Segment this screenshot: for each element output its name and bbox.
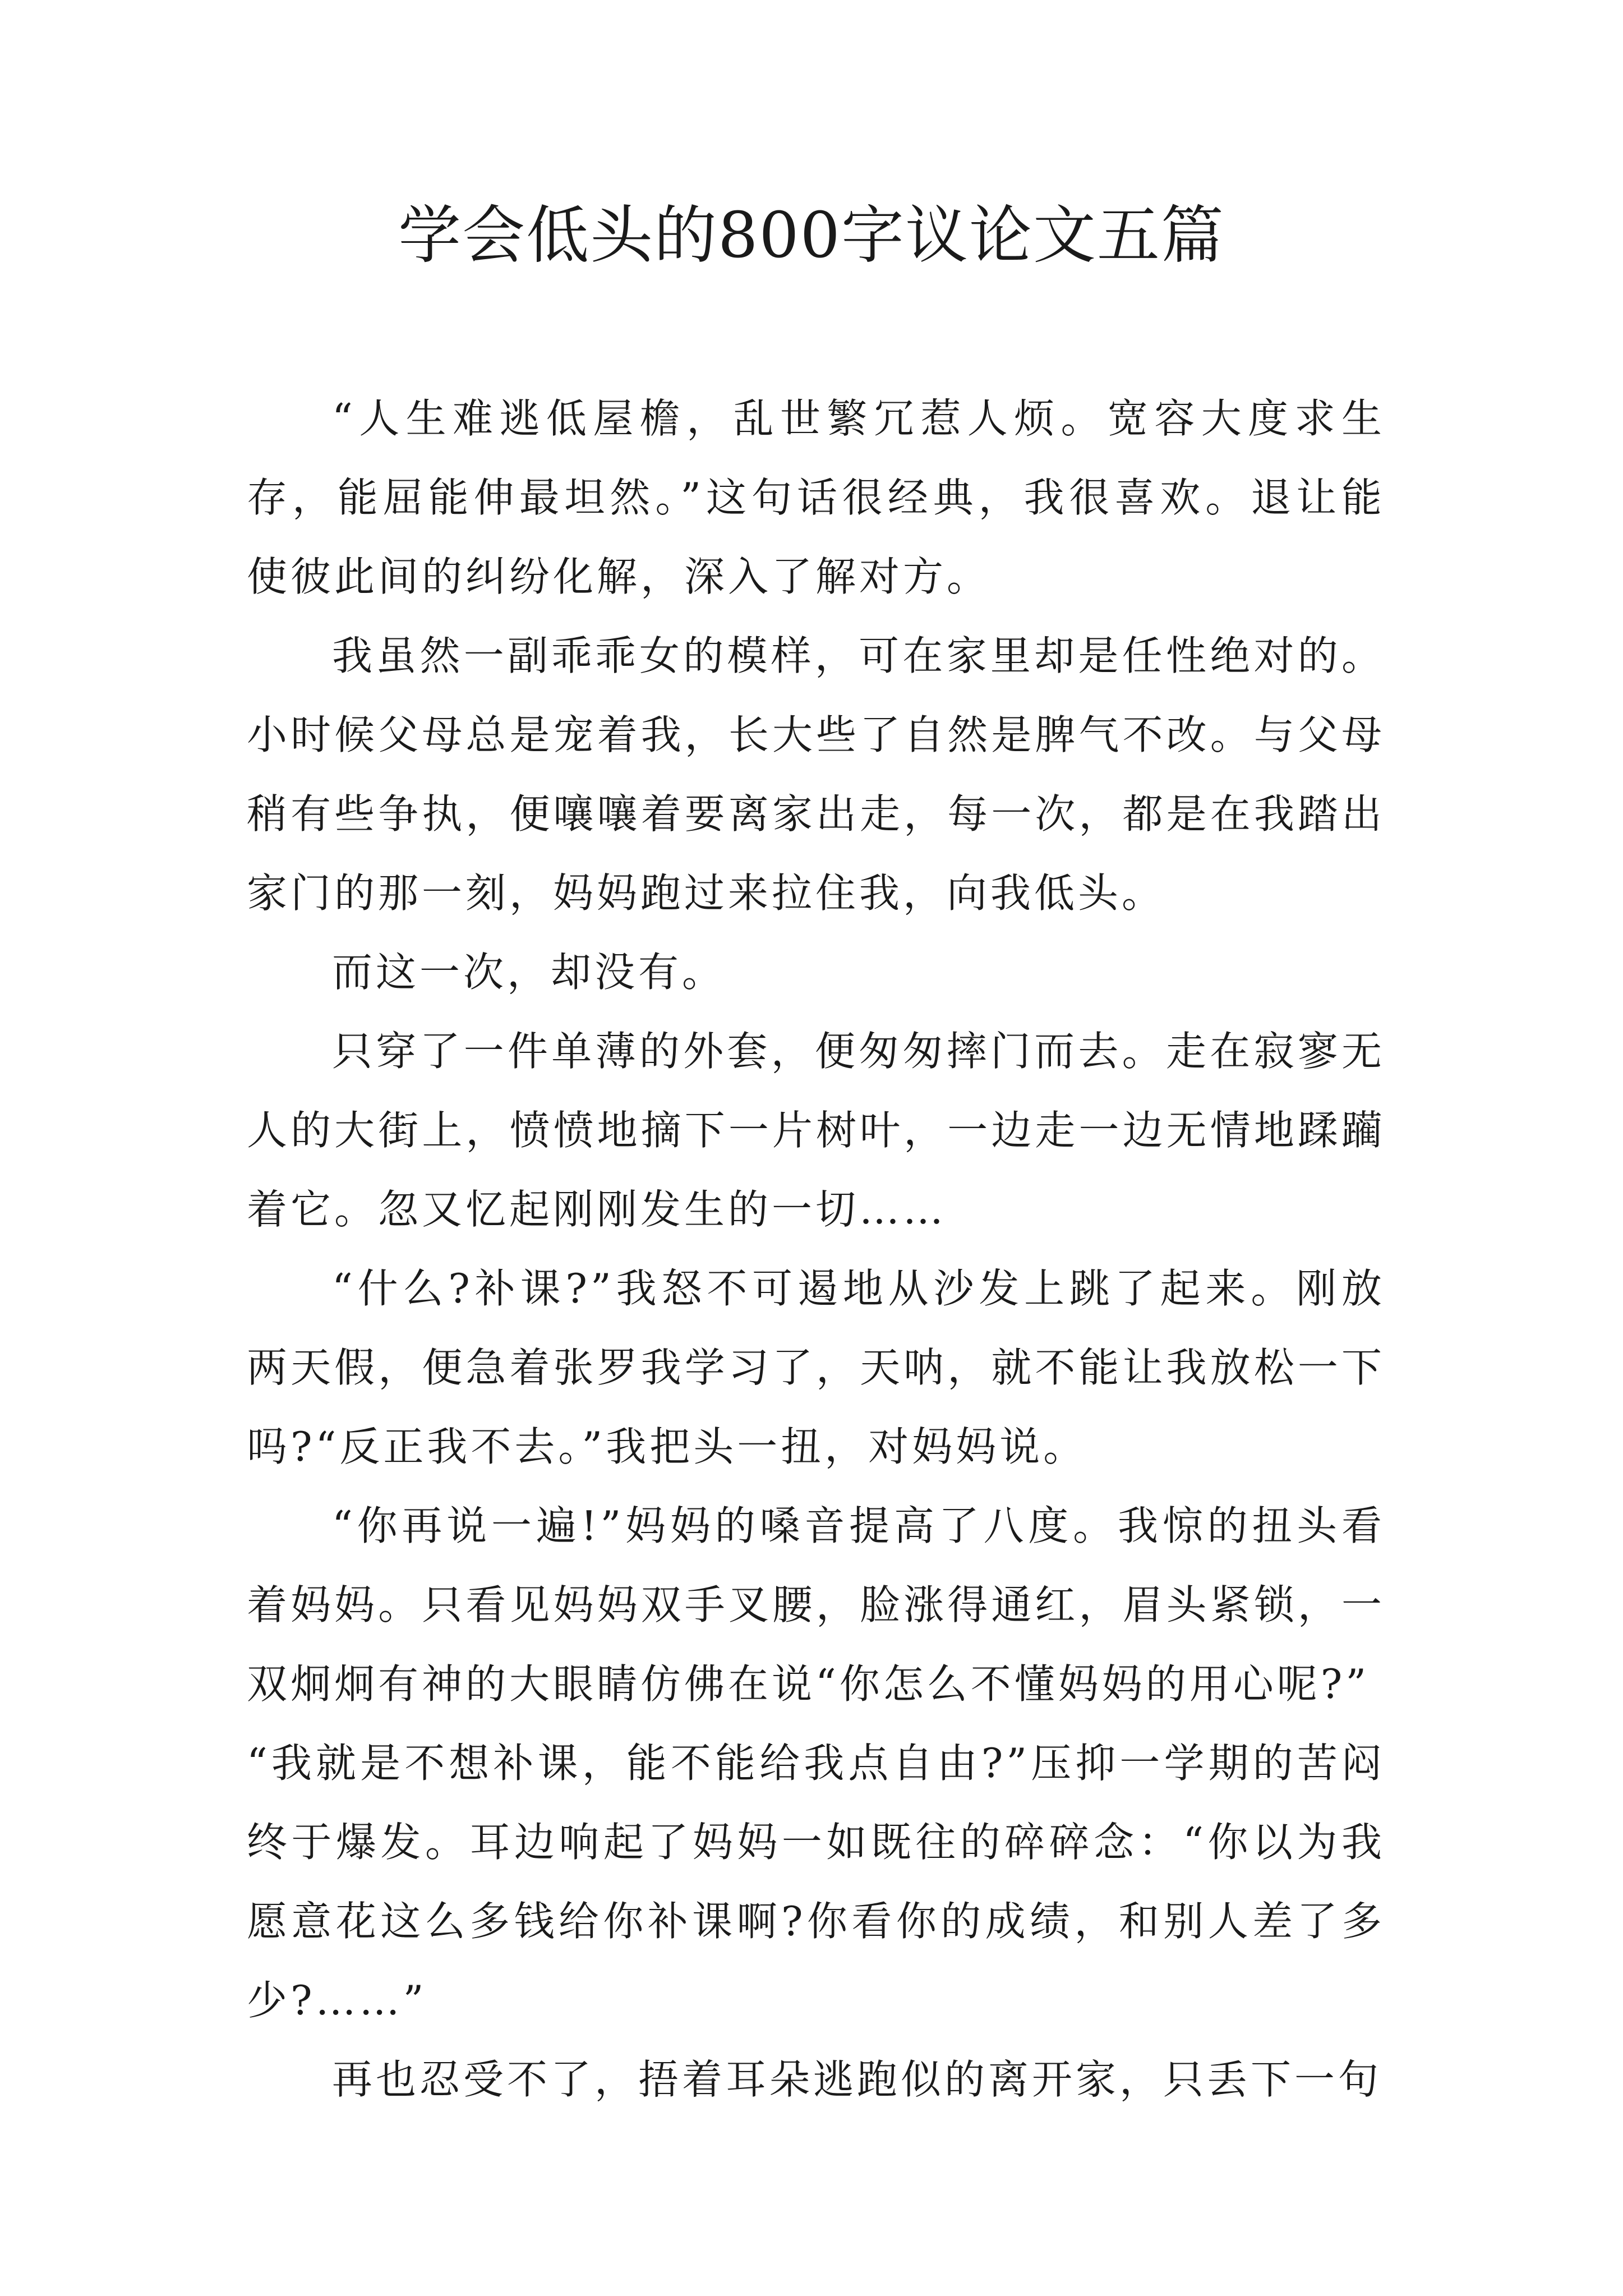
paragraph-5: “什么?补课?”我怒不可遏地从沙发上跳了起来。刚放两天假，便急着张罗我学习了，天呐，就不能让我放松一下吗?“反正我不去。”我把头一扭，对妈妈说。: [247, 1265, 1385, 1470]
paragraph-3: 而这一次，却没有。: [332, 949, 726, 996]
paragraph-7: “我就是不想补课，能不能给我点自由?”压抑一学期的苦闷终于爆发。耳边响起了妈妈一如既往的碎碎念：“你以为我愿意花这么多钱给你补课啊?你看你的成绩，和别人差了多少?……”: [247, 1740, 1385, 2024]
document-title: 学会低头的800字议论文五篇: [398, 199, 1225, 272]
paragraph-8: 再也忍受不了，捂着耳朵逃跑似的离开家，只丢下一句: [332, 2056, 1382, 2103]
paragraph-2: 我虽然一副乖乖女的模样，可在家里却是任性绝对的。小时候父母总是宠着我，长大些了自然是脾气不改。与父母稍有些争执，便嚷嚷着要离家出走，每一次，都是在我踏出家门的那一刻，妈妈跑过来拉住我，向我低头。: [247, 632, 1385, 917]
paragraph-6: “你再说一遍!”妈妈的嗓音提高了八度。我惊的扭头看着妈妈。只看见妈妈双手叉腰，脸涨得通红，眉头紧锁，一双炯炯有神的大眼睛仿佛在说“你怎么不懂妈妈的用心呢?”: [247, 1502, 1385, 1708]
document-body: [247, 379, 1385, 2119]
paragraph-1: “人生难逃低屋檐，乱世繁冗惹人烦。宽容大度求生存，能屈能伸最坦然。”这句话很经典，我很喜欢。退让能使彼此间的纠纷化解，深入了解对方。: [247, 395, 1385, 600]
paragraph-4: 只穿了一件单薄的外套，便匆匆摔门而去。走在寂寥无人的大街上，愤愤地摘下一片树叶，一边走一边无情地蹂躏着它。忽又忆起刚刚发生的一切……: [247, 1028, 1385, 1233]
